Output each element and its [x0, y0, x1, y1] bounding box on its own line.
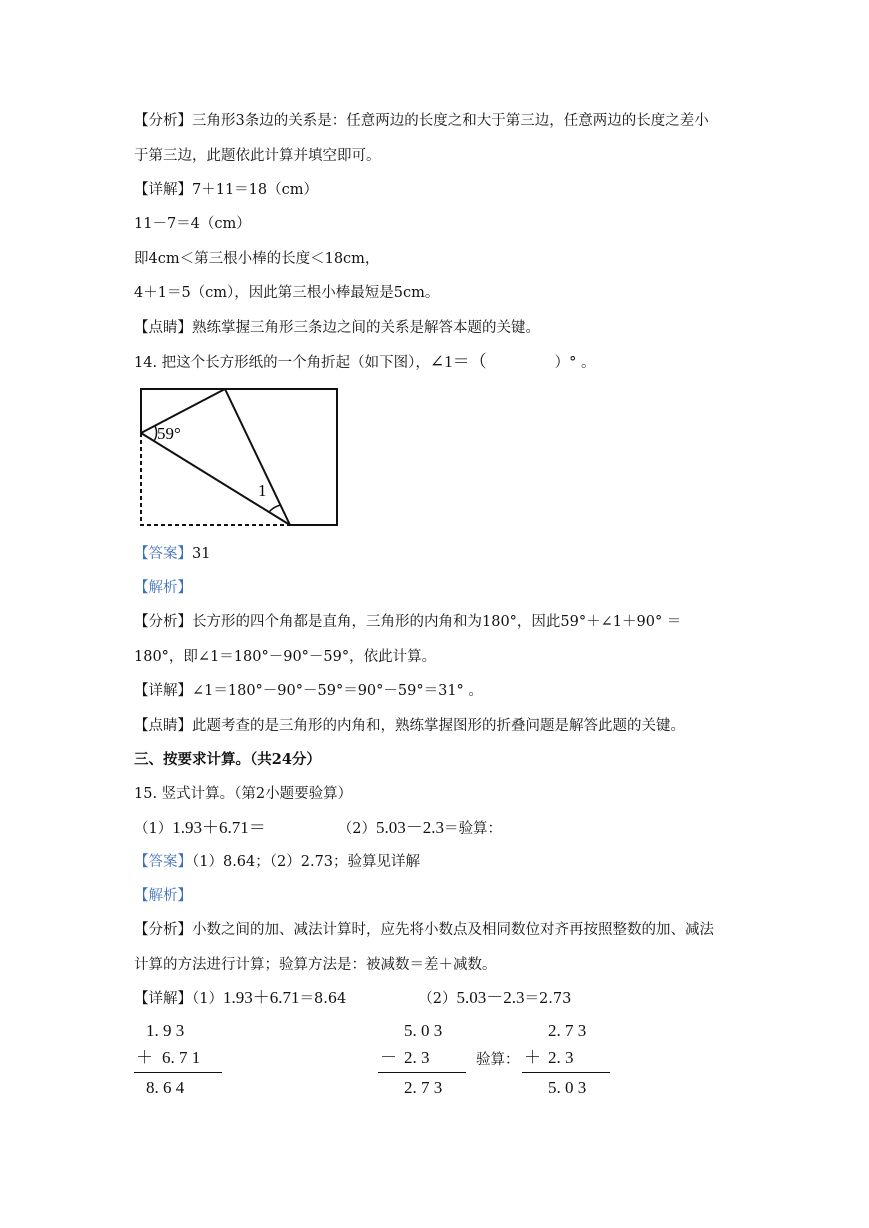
- check-result: 5. 0 3: [548, 1078, 587, 1097]
- q15-detail-expr1: 1.93＋6.71: [222, 988, 300, 1007]
- add-row2: 6. 7 1: [162, 1048, 201, 1067]
- check-row1: 2. 7 3: [548, 1021, 587, 1040]
- check-rule: [522, 1072, 610, 1073]
- q14-answer-value: 31: [192, 546, 211, 562]
- add-rule: [134, 1072, 222, 1073]
- q13-detail-line3: 即4cm＜第三根小棒的长度＜18cm，: [134, 251, 380, 267]
- q14-detail: 【详解】∠1＝180°－90°－59°＝90°－59°＝31° 。: [134, 683, 483, 699]
- q13-detail-line4: 4＋1＝5（cm），因此第三根小棒最短是5cm。: [134, 285, 440, 301]
- q14-folded-rectangle-figure: [138, 387, 342, 529]
- q14-question: [134, 352, 596, 373]
- sub-row1: 5. 0 3: [404, 1021, 443, 1040]
- q13-comment: 【点睛】熟练掌握三角形三条边之间的关系是解答本题的关键。: [134, 320, 540, 336]
- q14-question-suffix: ）° 。: [554, 355, 596, 371]
- q15-detail: [134, 988, 571, 1009]
- q13-analysis-line1: 【分析】三角形3条边的关系是：任意两边的长度之和大于第三边，任意两边的长度之差小: [134, 113, 709, 129]
- angle-59-label: 59°: [157, 424, 181, 443]
- rectangle-outline: [141, 389, 337, 525]
- q13-detail-line2: 11－7＝4（cm）: [134, 216, 251, 232]
- section3-title: 三、按要求计算。（共24分）: [134, 751, 321, 768]
- q13-analysis-line2: 于第三边，此题依此计算并填空即可。: [134, 148, 381, 164]
- q15-question: 15. 竖式计算。（第2小题要验算）: [134, 786, 353, 802]
- q15-p2-suffix: ＝验算：: [443, 821, 502, 837]
- q15-jiexi: 【解析】: [134, 888, 192, 904]
- q15-detail-expr2: 5.03－2.3: [456, 988, 525, 1007]
- q15-detail-res1: ＝8.64: [299, 991, 347, 1007]
- q14-comment: 【点睛】此题考查的是三角形的内角和，熟练掌握图形的折叠问题是解答此题的关键。: [134, 718, 685, 734]
- sub-row2: 2. 3: [404, 1048, 430, 1067]
- q15-answer-tag: 【答案】: [134, 854, 192, 870]
- sub-rule: [378, 1072, 466, 1073]
- add-operator: ＋: [136, 1048, 153, 1067]
- q15-p1-label: （1）: [134, 821, 173, 837]
- q14-answer: [134, 544, 210, 564]
- q15-answer: [134, 852, 420, 872]
- q15-p2-label: （2）: [337, 821, 376, 837]
- q15-detail-prefix: 【详解】（1）: [134, 991, 223, 1007]
- add-row1: 1. 9 3: [146, 1021, 185, 1040]
- add-result: 8. 6 4: [146, 1078, 185, 1097]
- check-row2: 2. 3: [548, 1048, 574, 1067]
- q14-question-prefix: 14. 把这个长方形纸的一个角折起（如下图），: [134, 355, 430, 371]
- q15-p2-expr: 5.03－2.3: [375, 818, 444, 837]
- q15-problems: [134, 818, 502, 839]
- q14-jiexi: 【解析】: [134, 580, 192, 596]
- q15-analysis-line1: 【分析】小数之间的加、减法计算时，应先将小数点及相同数位对齐再按照整数的加、减法: [134, 922, 714, 938]
- check-label: 验算：: [476, 1052, 520, 1068]
- q15-p1-expr: 1.93＋6.71＝: [172, 818, 266, 837]
- q14-answer-tag: 【答案】: [134, 546, 192, 562]
- q14-analysis-line1: 【分析】长方形的四个角都是直角，三角形的内角和为180°，因此59°＋∠1＋90° ＝: [134, 614, 682, 630]
- q15-answer-value: （1）8.64；（2）2.73；验算见详解: [192, 854, 421, 870]
- q15-detail-res2: ＝2.73: [524, 991, 572, 1007]
- sub-result: 2. 7 3: [404, 1078, 443, 1097]
- q15-detail-label2: （2）: [418, 991, 457, 1007]
- angle-1-arc: [269, 505, 281, 512]
- folded-edge-top: [141, 389, 225, 433]
- check-operator: ＋: [524, 1048, 541, 1067]
- angle-1-label: 1: [258, 481, 267, 500]
- q13-detail-line1: 【详解】7＋11＝18（cm）: [134, 182, 318, 198]
- sub-operator: －: [380, 1048, 397, 1067]
- q15-analysis-line2: 计算的方法进行计算；验算方法是：被减数＝差＋减数。: [134, 957, 497, 973]
- q14-question-angle: ∠1＝（: [429, 352, 487, 371]
- q14-analysis-line2: 180°，即∠1＝180°－90°－59°，依此计算。: [134, 649, 437, 665]
